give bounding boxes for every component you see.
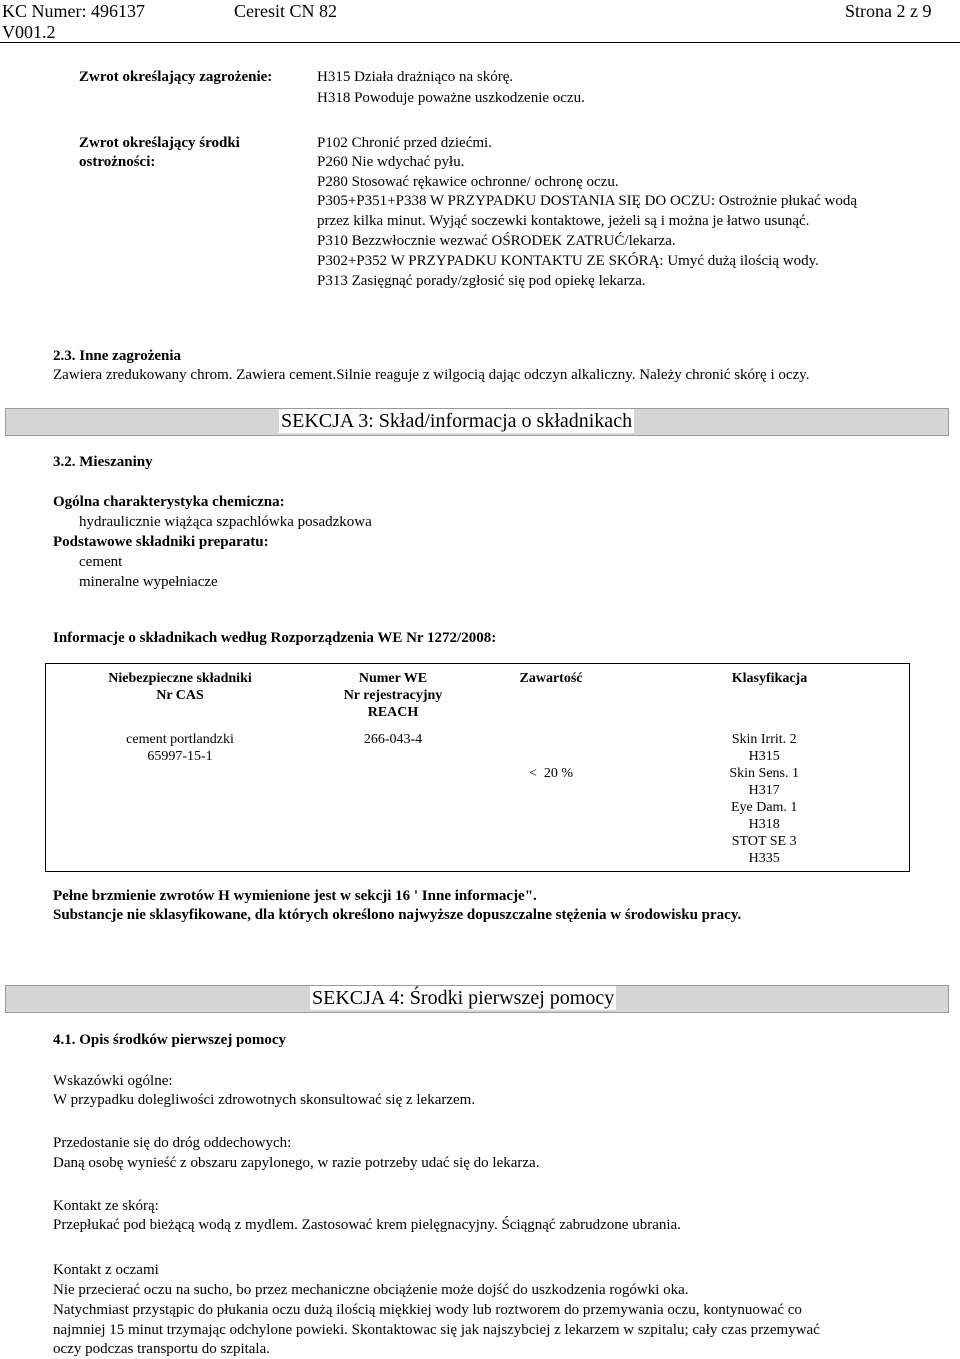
- eye-contact-line: Nie przecierać oczu na sucho, bo przez mechaniczne obciążenie może dojść do uszkodzenia rogówki oka.: [53, 1282, 689, 1298]
- header-page: Strona 2 z 9: [845, 1, 932, 21]
- skin-contact-text: Przepłukać pod bieżącą wodą z mydlem. Zastosować krem pielęgnacyjny. Ściągnąć zabrudzone ubrania.: [53, 1217, 681, 1233]
- hazard-line: H318 Powoduje poważne uszkodzenie oczu.: [317, 90, 585, 106]
- general-text: W przypadku dolegliwości zdrowotnych skonsultować się z lekarzem.: [53, 1092, 476, 1108]
- col-cas: Nr CAS: [156, 688, 204, 703]
- classification-item: H335: [748, 851, 780, 866]
- eye-contact-line: oczy podczas transportu do szpitala.: [53, 1341, 271, 1357]
- exposure-limits-note: Substancje nie sklasyfikowane, dla których określono najwyższe dopuszczalne stężenia w środowisku pracy.: [53, 907, 742, 923]
- col-content: Zawartość: [519, 671, 583, 686]
- col-reg-number: Nr rejestracyjny: [343, 688, 443, 703]
- precaution-line: P280 Stosować rękawice ochronne/ ochronę oczu.: [317, 174, 619, 190]
- col-classification: Klasyfikacja: [731, 671, 808, 686]
- col-ec-number: Numer WE: [358, 671, 428, 686]
- precaution-line: P310 Bezzwłocznie wezwać OŚRODEK ZATRUĆ/lekarza.: [317, 233, 676, 249]
- skin-contact-label: Kontakt ze skórą:: [53, 1198, 159, 1214]
- precaution-line: P260 Nie wdychać pyłu.: [317, 154, 465, 170]
- general-label: Wskazówki ogólne:: [53, 1073, 173, 1089]
- precaution-line: P305+P351+P338 W PRZYPADKU DOSTANIA SIĘ DO OCZU: Ostrożnie płukać wodą: [317, 193, 858, 209]
- precaution-line: przez kilka minut. Wyjąć soczewki kontaktowe, jeżeli są i można je łatwo usunąć.: [317, 213, 810, 229]
- components-label: Podstawowe składniki preparatu:: [53, 534, 269, 550]
- table-header-cell: [314, 664, 472, 726]
- eye-contact-line: najmniej 15 minut trzymając odchylone powieki. Skontaktowac się jak najszybciej z lekarzem w szpitalu; cały czas przemywać: [53, 1322, 820, 1338]
- classification-item: Skin Sens. 1: [729, 766, 799, 781]
- section3-subheading: 3.2. Mieszaniny: [53, 454, 153, 470]
- component-content: < 20 %: [528, 766, 574, 781]
- col-reach: REACH: [367, 705, 419, 720]
- component-item: cement: [79, 554, 123, 570]
- inhalation-text: Daną osobę wynieść z obszaru zapylonego, w razie potrzeby udać się do lekarza.: [53, 1155, 540, 1171]
- classification-item: H315: [748, 749, 780, 764]
- eye-contact-label: Kontakt z oczami: [53, 1262, 159, 1278]
- col-hazardous-components: Niebezpieczne składniki: [108, 671, 252, 686]
- classification-list: [729, 731, 799, 867]
- precaution-line: P313 Zasięgnąć porady/zgłosić się pod opiekę lekarza.: [317, 273, 646, 289]
- precaution-label: Zwrot określający środki: [79, 135, 240, 151]
- section3-title: SEKCJA 3: Skład/informacja o składnikach: [281, 410, 633, 432]
- other-hazards-text: Zawiera zredukowany chrom. Zawiera cement.Silnie reaguje z wilgocią dając odczyn alkaliczny. Należy chronić skórę i oczy.: [53, 367, 810, 383]
- section4-subheading: 4.1. Opis środków pierwszej pomocy: [53, 1032, 287, 1048]
- precaution-line: P102 Chronić przed dziećmi.: [317, 135, 492, 151]
- table-cell: [314, 725, 472, 872]
- header-product: Ceresit CN 82: [234, 1, 337, 21]
- header-version: V001.2: [2, 22, 56, 42]
- regulation-heading: Informacje o składnikach według Rozporządzenia WE Nr 1272/2008:: [53, 630, 497, 646]
- header-rule: [0, 42, 960, 43]
- component-name: cement portlandzki: [126, 732, 234, 747]
- chem-characteristics-label: Ogólna charakterystyka chemiczna:: [53, 494, 285, 510]
- table-cell: [472, 725, 630, 872]
- inhalation-label: Przedostanie się do dróg oddechowych:: [53, 1135, 292, 1151]
- table-header-cell: [630, 664, 910, 726]
- classification-item: Eye Dam. 1: [730, 800, 798, 815]
- classification-item: Skin Irrit. 2: [731, 732, 797, 747]
- classification-item: H318: [748, 817, 780, 832]
- section4-title: SEKCJA 4: Środki pierwszej pomocy: [312, 987, 615, 1009]
- h-statements-note: Pełne brzmienie zwrotów H wymienione jest w sekcji 16 ' Inne informacje".: [53, 888, 537, 904]
- precaution-line: P302+P352 W PRZYPADKU KONTAKTU ZE SKÓRĄ: Umyć dużą ilością wody.: [317, 253, 819, 269]
- hazard-label: Zwrot określający zagrożenie:: [79, 69, 273, 85]
- table-header-cell: [46, 664, 315, 726]
- eye-contact-line: Natychmiast przystąpic do płukania oczu dużą ilością miękkiej wody lub roztworem do przemywania oczu, kontynuować co: [53, 1302, 802, 1318]
- hazard-line: H315 Działa drażniąco na skórę.: [317, 69, 514, 85]
- other-hazards-heading: 2.3. Inne zagrożenia: [53, 348, 182, 364]
- table-row: [46, 725, 910, 872]
- component-cas: 65997-15-1: [147, 749, 213, 764]
- chem-characteristics-value: hydraulicznie wiążąca szpachlówka posadzkowa: [79, 514, 372, 530]
- table-cell: [46, 725, 315, 872]
- component-item: mineralne wypełniacze: [79, 574, 218, 590]
- classification-item: H317: [748, 783, 780, 798]
- classification-item: STOT SE 3: [731, 834, 797, 849]
- components-table: [45, 663, 910, 872]
- precaution-label-cont: ostrożności:: [79, 154, 156, 170]
- header-kc-number: KC Numer: 496137: [2, 1, 145, 21]
- table-cell: [630, 725, 910, 872]
- component-ec: 266-043-4: [363, 732, 423, 747]
- table-header-cell: [472, 664, 630, 726]
